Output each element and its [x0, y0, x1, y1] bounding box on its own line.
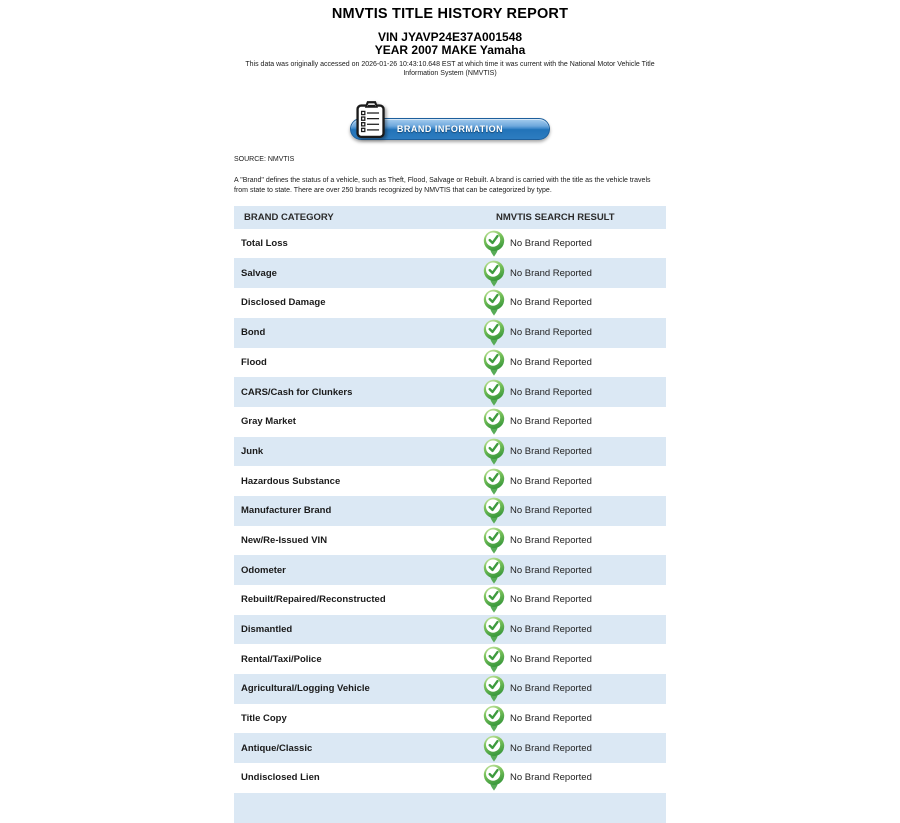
search-result-text: No Brand Reported: [510, 386, 592, 398]
table-bottom-stripe: [234, 793, 666, 823]
search-result-text: No Brand Reported: [510, 713, 592, 725]
search-result-cell: [483, 675, 592, 702]
search-result-cell: [483, 379, 592, 406]
table-row: [234, 763, 666, 793]
brand-category-label: Flood: [241, 356, 267, 368]
table-row: [234, 229, 666, 259]
search-result-text: No Brand Reported: [510, 238, 592, 250]
green-check-balloon-icon: [483, 408, 505, 435]
search-result-cell: [483, 230, 592, 257]
search-result-text: No Brand Reported: [510, 564, 592, 576]
brand-category-label: Dismantled: [241, 624, 293, 636]
green-check-balloon-icon: [483, 646, 505, 673]
table-row: [234, 496, 666, 526]
table-row: [234, 348, 666, 378]
brand-information-area: [350, 118, 550, 140]
green-check-balloon-icon: [483, 379, 505, 406]
brand-category-label: Total Loss: [241, 238, 288, 250]
table-row: [234, 258, 666, 288]
search-result-text: No Brand Reported: [510, 475, 592, 487]
search-result-text: No Brand Reported: [510, 772, 592, 784]
brand-category-label: Salvage: [241, 267, 277, 279]
search-result-text: No Brand Reported: [510, 445, 592, 457]
vehicle-id-block: [234, 31, 666, 57]
search-result-cell: [483, 705, 592, 732]
table-row: [234, 377, 666, 407]
table-row: [234, 407, 666, 437]
search-result-text: No Brand Reported: [510, 416, 592, 428]
search-result-text: No Brand Reported: [510, 327, 592, 339]
search-result-cell: [483, 616, 592, 643]
brand-category-label: Gray Market: [241, 416, 296, 428]
table-row: [234, 733, 666, 763]
brand-category-label: Undisclosed Lien: [241, 772, 320, 784]
green-check-balloon-icon: [483, 230, 505, 257]
table-header: [234, 206, 666, 229]
search-result-text: No Brand Reported: [510, 297, 592, 309]
search-result-text: No Brand Reported: [510, 505, 592, 517]
search-result-text: No Brand Reported: [510, 534, 592, 546]
search-result-text: No Brand Reported: [510, 683, 592, 695]
brand-category-label: Agricultural/Logging Vehicle: [241, 683, 370, 695]
search-result-cell: [483, 260, 592, 287]
search-result-cell: [483, 557, 592, 584]
table-row: [234, 526, 666, 556]
green-check-balloon-icon: [483, 764, 505, 791]
brand-category-label: Odometer: [241, 564, 286, 576]
brand-category-label: Disclosed Damage: [241, 297, 326, 309]
table-row: [234, 318, 666, 348]
page-title: NMVTIS TITLE HISTORY REPORT: [331, 6, 569, 22]
green-check-balloon-icon: [483, 438, 505, 465]
brand-table: [234, 206, 666, 823]
search-result-cell: [483, 735, 592, 762]
brand-category-label: CARS/Cash for Clunkers: [241, 386, 353, 398]
vin-line: VIN JYAVP24E37A001548: [377, 30, 523, 44]
green-check-balloon-icon: [483, 557, 505, 584]
table-row: [234, 615, 666, 645]
green-check-balloon-icon: [483, 705, 505, 732]
year-make-line: YEAR 2007 MAKE Yamaha: [374, 43, 526, 58]
search-result-cell: [483, 646, 592, 673]
green-check-balloon-icon: [483, 616, 505, 643]
brand-category-label: Hazardous Substance: [241, 475, 341, 487]
access-note: This data was originally accessed on 2026-01-26 10:43:10.648 EST at which time it was current with the National Motor Vehicle Title Information System (NMVTIS): [245, 61, 655, 77]
brand-definition: A "Brand" defines the status of a vehicle, such as Theft, Flood, Salvage or Rebuilt. A brand is carried with the title as the vehicle travels from state to state. There are over 250 brands recognized by NMVTIS that can be categorized by type.: [234, 177, 651, 194]
green-check-balloon-icon: [483, 260, 505, 287]
column-header-nmvtis-search-result: NMVTIS SEARCH RESULT: [496, 211, 615, 223]
table-row: [234, 466, 666, 496]
brand-category-label: Antique/Classic: [241, 742, 313, 754]
table-row: [234, 674, 666, 704]
green-check-balloon-icon: [483, 675, 505, 702]
green-check-balloon-icon: [483, 468, 505, 495]
table-row: [234, 644, 666, 674]
search-result-text: No Brand Reported: [510, 624, 592, 636]
report-page: [234, 0, 666, 823]
search-result-cell: [483, 497, 592, 524]
brand-category-label: Manufacturer Brand: [241, 505, 332, 517]
column-header-brand-category: BRAND CATEGORY: [244, 211, 334, 223]
search-result-text: No Brand Reported: [510, 653, 592, 665]
search-result-cell: [483, 319, 592, 346]
search-result-cell: [483, 408, 592, 435]
table-row: [234, 555, 666, 585]
search-result-cell: [483, 764, 592, 791]
search-result-cell: [483, 289, 592, 316]
brand-category-label: Title Copy: [241, 713, 287, 725]
green-check-balloon-icon: [483, 319, 505, 346]
search-result-text: No Brand Reported: [510, 594, 592, 606]
search-result-cell: [483, 438, 592, 465]
green-check-balloon-icon: [483, 289, 505, 316]
brand-category-label: New/Re-Issued VIN: [241, 534, 328, 546]
clipboard-icon: [354, 99, 388, 139]
search-result-cell: [483, 349, 592, 376]
brand-category-label: Bond: [241, 327, 266, 339]
table-row: [234, 288, 666, 318]
green-check-balloon-icon: [483, 586, 505, 613]
green-check-balloon-icon: [483, 735, 505, 762]
brand-category-label: Rental/Taxi/Police: [241, 653, 322, 665]
green-check-balloon-icon: [483, 349, 505, 376]
source-line: SOURCE: NMVTIS: [234, 156, 295, 164]
table-row: [234, 437, 666, 467]
green-check-balloon-icon: [483, 497, 505, 524]
search-result-text: No Brand Reported: [510, 356, 592, 368]
table-row: [234, 704, 666, 734]
search-result-text: No Brand Reported: [510, 267, 592, 279]
brand-category-label: Junk: [241, 445, 264, 457]
search-result-text: No Brand Reported: [510, 742, 592, 754]
brand-information-label: BRAND INFORMATION: [396, 124, 504, 135]
brand-category-label: Rebuilt/Repaired/Reconstructed: [241, 594, 386, 606]
search-result-cell: [483, 586, 592, 613]
search-result-cell: [483, 527, 592, 554]
green-check-balloon-icon: [483, 527, 505, 554]
table-body: [234, 229, 666, 793]
table-row: [234, 585, 666, 615]
search-result-cell: [483, 468, 592, 495]
